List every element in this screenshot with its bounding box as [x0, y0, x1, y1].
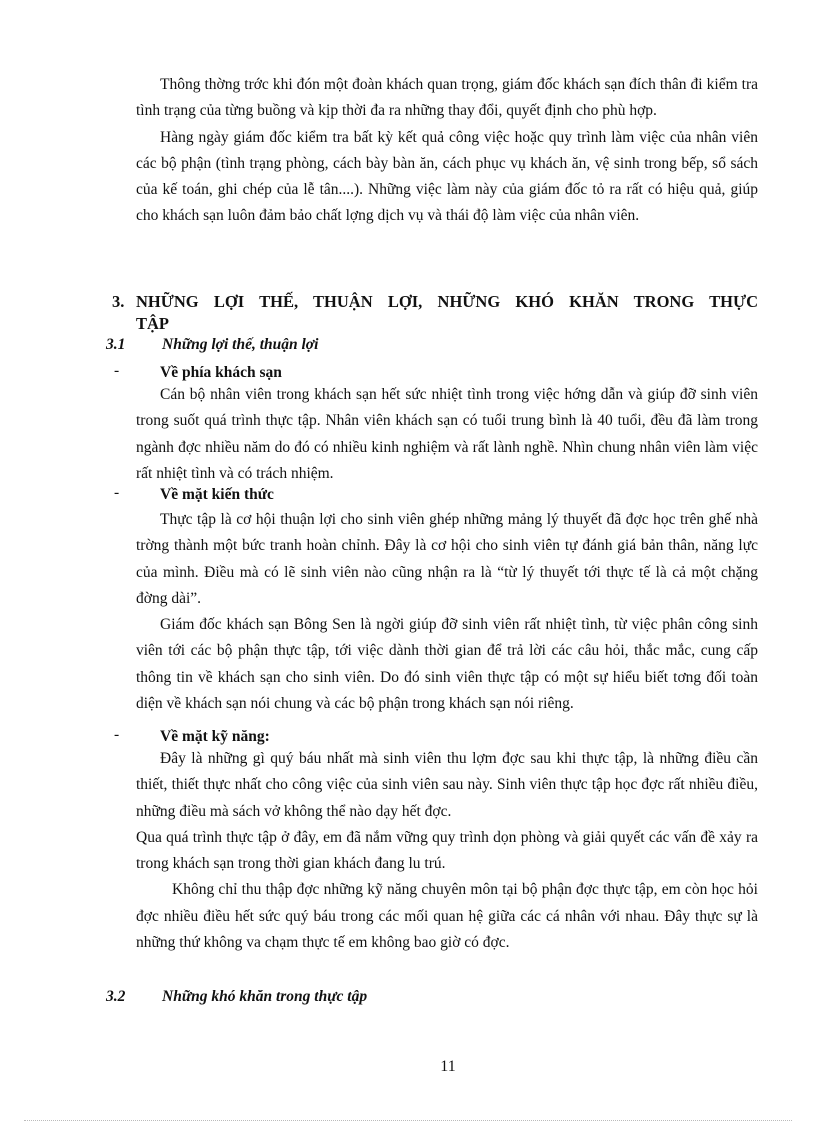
bullet-mark-2: -: [114, 484, 120, 501]
intro-paragraph-1: Thông thờng trớc khi đón một đoàn khách quan trọng, giám đốc khách sạn đích thân đi kiểm tra tình trạng của từng buồng và kịp thời đa ra những thay đổi, quyết định cho phù hợp.: [136, 76, 758, 120]
heading-ky-nang: Về mặt kỹ năng:: [160, 728, 270, 745]
khach-san-paragraph: Cán bộ nhân viên trong khách sạn hết sức nhiệt tình trong việc hớng dẫn và giúp đỡ sinh viên trong suốt quá trình thực tập. Nhân viên khách sạn có tuổi trung bình là 40 tuổi, đều đã làm trong ngành đợc nhiều năm do đó có nhiều kinh nghiệm và rất lành nghề. Nhìn chung nhân viên làm việc rất nhiệt tình và có trách nhiệm.: [136, 386, 758, 482]
heading-kien-thuc: Về mặt kiến thức: [160, 486, 274, 503]
bullet-mark-3: -: [114, 726, 120, 743]
kien-thuc-paragraph-1: Thực tập là cơ hội thuận lợi cho sinh viên ghép những mảng lý thuyết đã đợc học trên ghế nhà trờng thành một bức tranh hoàn chỉnh. Đây là cơ hội cho sinh viên tự đánh giá bản thân, năng lực của mình. Điều mà có lẽ sinh viên nào cũng nhận ra là “từ lý thuyết tới thực tế là cả một chặng đờng dài”.: [136, 511, 758, 607]
section-3-number: 3.: [112, 292, 125, 311]
page-bottom-divider: [24, 1120, 792, 1121]
ky-nang-paragraph-1: Đây là những gì quý báu nhất mà sinh viên thu lợm đợc sau khi thực tập, là những điều cần thiết, thiết thực nhất cho công việc của sinh viên sau này. Sinh viên thực tập học đợc rất nhiều điều, những điều mà sách vở không thể nào dạy hết đợc.: [136, 750, 758, 820]
subsection-3-1-heading: [106, 336, 318, 354]
subsection-3-1-number: 3.1: [106, 336, 126, 353]
subsection-3-2-heading: [106, 988, 367, 1006]
ky-nang-block: [136, 746, 758, 956]
heading-khach-san: Về phía khách sạn: [160, 364, 282, 381]
subsection-3-2-number: 3.2: [106, 988, 126, 1005]
section-3-heading: [112, 291, 758, 335]
subsection-3-1-title: Những lợi thế, thuận lợi: [162, 336, 319, 353]
ky-nang-paragraph-3: Không chỉ thu thập đợc những kỹ năng chuyên môn tại bộ phận đợc thực tập, em còn học hỏi đợc nhiều điều hết sức quý báu trong các mối quan hệ giữa các cá nhân với nhau. Đây thực sự là những thứ không va chạm thực tế em không bao giờ có đợc.: [136, 881, 758, 952]
kien-thuc-paragraph-2: Giám đốc khách sạn Bông Sen là ngời giúp đỡ sinh viên rất nhiệt tình, từ việc phân công sinh viên tới các bộ phận thực tập, tới việc dành thời gian để trả lời các câu hỏi, thắc mắc, cung cấp thông tin về khách sạn cho sinh viên. Do đó sinh viên thực tập có một sự hiểu biết tơng đối toàn diện về khách sạn nói chung và các bộ phận trong khách sạn nói riêng.: [136, 616, 758, 713]
section-3-title-line2: TẬP: [136, 314, 169, 333]
khach-san-block: [136, 382, 758, 487]
ky-nang-paragraph-2: Qua quá trình thực tập ở đây, em đã nắm vững quy trình dọn phòng và giải quyết các vấn đề xảy ra trong khách sạn trong thời gian khách đang lu trú.: [136, 828, 758, 873]
kien-thuc-block: [136, 507, 758, 717]
section-3-title-line1: NHỮNG LỢI THẾ, THUẬN LỢI, NHỮNG KHÓ KHĂN TRONG THỰC: [136, 292, 758, 311]
intro-block: [136, 72, 758, 230]
subsection-3-2-title: Những khó khăn trong thực tập: [162, 988, 368, 1005]
page-number: 11: [440, 1058, 456, 1075]
intro-paragraph-2: Hàng ngày giám đốc kiểm tra bất kỳ kết quả công việc hoặc quy trình làm việc của nhân viên các bộ phận (tình trạng phòng, cách bày bàn ăn, cách phục vụ khách ăn, vệ sinh trong bếp, sổ sách của kế toán, ghi chép của lễ tân....). Những việc làm này của giám đốc tỏ ra rất có hiệu quả, giúp cho khách sạn luôn đảm bảo chất lợng dịch vụ và thái độ làm việc của nhân viên.: [136, 128, 758, 225]
bullet-mark-1: -: [114, 362, 120, 379]
